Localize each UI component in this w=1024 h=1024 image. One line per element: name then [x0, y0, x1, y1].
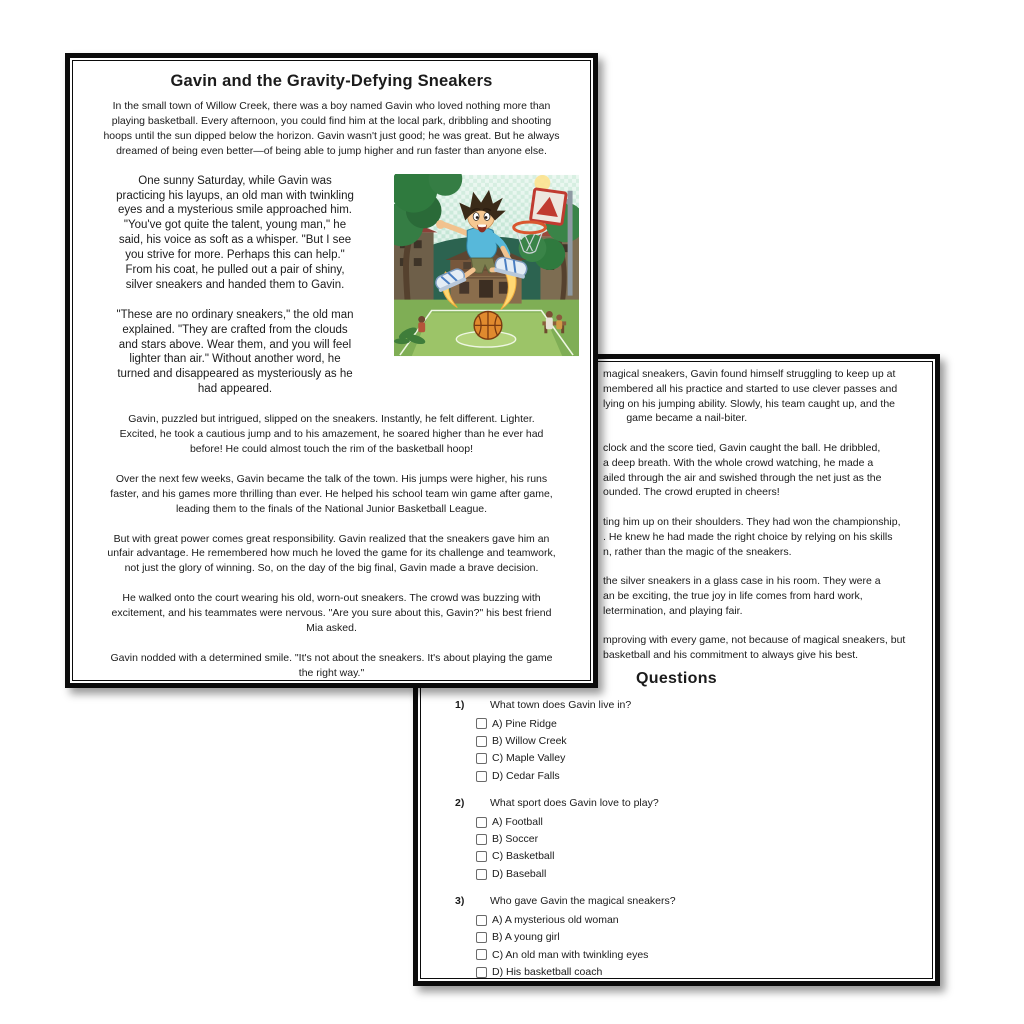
- story-paragraph: [79, 412, 584, 457]
- story-line: Gavin, puzzled but intrigued, slipped on the sneakers. Instantly, he felt different. Lighter.: [128, 413, 535, 426]
- answer-option-label: B) Willow Creek: [492, 734, 567, 747]
- story-paragraph: [79, 174, 391, 293]
- answer-checkbox[interactable]: [476, 718, 487, 729]
- answer-option-label: A) Football: [492, 815, 543, 828]
- story-line: ailed through the air and swished through the net just as the: [603, 471, 882, 484]
- story-line: a deep breath. With the whole crowd watching, he made a: [603, 456, 874, 469]
- story-line: . He knew he had made the right choice by relying on his skills: [603, 530, 893, 543]
- story-title: Gavin and the Gravity-Defying Sneakers: [170, 72, 493, 90]
- story-line: not just the glory of winning. So, on the day of the big final, Gavin made a brave decision.: [124, 562, 539, 575]
- story-line: excitement, and his teammates were nervous. "Are you sure about this, Gavin?" his best friend: [111, 607, 552, 620]
- story-line: From his coat, he pulled out a pair of shiny,: [125, 264, 345, 277]
- story-illustration-svg: [394, 174, 579, 357]
- answer-checkbox[interactable]: [476, 753, 487, 764]
- answer-option: [476, 833, 921, 846]
- worksheet-page-1: [65, 53, 598, 688]
- story-line: dreamed of being even better—of being able to jump higher and run faster than anyone else.: [116, 144, 547, 157]
- story-line: the right way.": [298, 666, 365, 679]
- story-line: mproving with every game, not because of magical sneakers, but: [603, 634, 906, 647]
- story-line: magical sneakers, Gavin found himself struggling to keep up at: [603, 368, 896, 380]
- story-line: lying on his jumping ability. Slowly, his team caught up, and the: [603, 397, 896, 410]
- answer-checkbox[interactable]: [476, 771, 487, 782]
- story-paragraph: [603, 441, 935, 500]
- story-line: membered all his practice and started to use clever passes and: [603, 382, 898, 395]
- story-line: practicing his layups, an old man with twinkling: [116, 189, 354, 202]
- answer-checkbox[interactable]: [476, 817, 487, 828]
- story-paragraph: [79, 532, 584, 577]
- story-line: clock and the score tied, Gavin caught the ball. He dribbled,: [603, 441, 881, 454]
- story-line: an be exciting, the true joy in life comes from hard work,: [603, 589, 863, 602]
- story-line: "These are no ordinary sneakers," the old man: [116, 308, 354, 321]
- answer-options: [476, 914, 921, 979]
- story-paragraph: [603, 515, 935, 559]
- answer-option: [476, 914, 921, 927]
- answer-option-label: C) Maple Valley: [492, 752, 566, 765]
- basketball: [474, 311, 502, 339]
- answer-options: [476, 816, 921, 881]
- story-line: ounded. The crowd erupted in cheers!: [603, 486, 780, 499]
- story-continuation-fragments: [603, 367, 935, 678]
- answer-checkbox[interactable]: [476, 834, 487, 845]
- answer-checkbox[interactable]: [476, 967, 487, 978]
- answer-option: [476, 816, 921, 829]
- answer-option-label: C) An old man with twinkling eyes: [492, 948, 649, 961]
- answer-option: [476, 718, 921, 731]
- story-line: the silver sneakers in a glass case in his room. They were a: [603, 575, 881, 588]
- question-number: 2): [455, 797, 465, 810]
- story-line: before! He could almost touch the rim of the basketball hoop!: [189, 442, 474, 455]
- answer-option-label: B) Soccer: [492, 833, 539, 846]
- answer-checkbox[interactable]: [476, 736, 487, 747]
- story-line: and stars above. Wear them, and you will feel: [118, 338, 352, 351]
- story-line: unfair advantage. He remembered how much he loved the game for its challenge and teamwork,: [107, 547, 556, 560]
- question-block: [455, 698, 921, 783]
- answer-checkbox[interactable]: [476, 915, 487, 926]
- answer-option-label: D) Cedar Falls: [492, 769, 560, 782]
- story-line: silver sneakers and handed them to Gavin.: [125, 278, 345, 291]
- question-block: [455, 894, 921, 979]
- story-line: n, rather than the magic of the sneakers.: [603, 545, 792, 558]
- answer-option-label: D) His basketball coach: [492, 965, 603, 978]
- story-body: [79, 412, 584, 681]
- story-paragraph: [603, 574, 935, 618]
- story-line: had appeared.: [197, 383, 273, 396]
- story-line: Over the next few weeks, Gavin became the talk of the town. His jumps were higher, his runs: [115, 472, 548, 485]
- story-line: He walked onto the court wearing his old, worn-out sneakers. The crowd was buzzing with: [122, 592, 541, 605]
- story-paragraph: [79, 591, 584, 636]
- story-line: you strive for more. Perhaps this can help.": [125, 249, 345, 262]
- answer-option: [476, 966, 921, 979]
- answer-option: [476, 868, 921, 881]
- story-line: In the small town of Willow Creek, there was a boy named Gavin who loved nothing more than: [112, 100, 551, 112]
- story-line: leading them to the finals of the National Junior Basketball League.: [175, 502, 488, 515]
- story-line: faster, and his games more thrilling than ever. He helped his school team win game after game,: [110, 487, 553, 500]
- story-line: said, his voice as soft as a whisper. "But I see: [118, 234, 352, 247]
- questions-heading: Questions: [636, 670, 717, 687]
- story-line: Gavin nodded with a determined smile. "It's not about the sneakers. It's about playing the game: [110, 651, 553, 664]
- story-line: One sunny Saturday, while Gavin was: [138, 174, 332, 187]
- answer-option: [476, 752, 921, 765]
- story-illustration: [394, 174, 579, 357]
- story-line: explained. "They are crafted from the clouds: [122, 323, 348, 336]
- question-number: 3): [455, 895, 465, 908]
- answer-options: [476, 718, 921, 783]
- answer-option-label: B) A young girl: [492, 931, 560, 944]
- answer-option-label: D) Baseball: [492, 867, 547, 880]
- questions-list: [455, 698, 921, 981]
- story-paragraph: [79, 651, 584, 681]
- story-line: turned and disappeared as mysteriously as he: [117, 368, 353, 381]
- answer-option: [476, 949, 921, 962]
- answer-option-label: C) Basketball: [492, 850, 555, 863]
- answer-checkbox[interactable]: [476, 949, 487, 960]
- story-line: hoops until the sun dipped below the horizon. Gavin wasn't just good; he was great. But he always: [103, 129, 560, 142]
- question-text: Who gave Gavin the magical sneakers?: [490, 895, 676, 908]
- story-text-column: [79, 174, 391, 412]
- story-line: letermination, and playing fair.: [603, 604, 743, 617]
- story-line: But with great power comes great responsibility. Gavin realized that the sneakers gave him an: [113, 532, 550, 545]
- story-line: game became a nail-biter.: [603, 412, 748, 425]
- question-text: What town does Gavin live in?: [490, 699, 632, 711]
- answer-option: [476, 770, 921, 783]
- story-paragraph: [603, 633, 935, 663]
- story-line: "You've got quite the talent, young man," he: [123, 219, 347, 232]
- story-line: eyes and a mysterious smile approached him.: [118, 204, 352, 217]
- story-paragraph: [79, 99, 584, 159]
- story-line: Excited, he took a cautious jump and to his amazement, he soared higher than he ever had: [119, 428, 544, 440]
- answer-checkbox[interactable]: [476, 851, 487, 862]
- story-paragraph: [603, 367, 935, 426]
- story-line: Mia asked.: [306, 622, 357, 635]
- answer-checkbox[interactable]: [476, 869, 487, 880]
- story-paragraph: [79, 472, 584, 517]
- story-line: playing basketball. Every afternoon, you could find him at the local park, dribbling and shooting: [111, 114, 552, 127]
- answer-option-label: A) A mysterious old woman: [492, 913, 619, 926]
- answer-option: [476, 931, 921, 944]
- question-block: [455, 796, 921, 881]
- answer-option: [476, 850, 921, 863]
- answer-checkbox[interactable]: [476, 932, 487, 943]
- story-paragraph: [79, 308, 391, 397]
- question-text: What sport does Gavin love to play?: [490, 797, 659, 810]
- question-number: 1): [455, 699, 465, 711]
- answer-option: [476, 735, 921, 748]
- story-line: ting him up on their shoulders. They had won the championship,: [603, 515, 901, 528]
- story-line: lighter than air." Without another word, he: [129, 353, 341, 366]
- story-line: basketball and his commitment to always give his best.: [603, 649, 859, 662]
- answer-option-label: A) Pine Ridge: [492, 717, 557, 730]
